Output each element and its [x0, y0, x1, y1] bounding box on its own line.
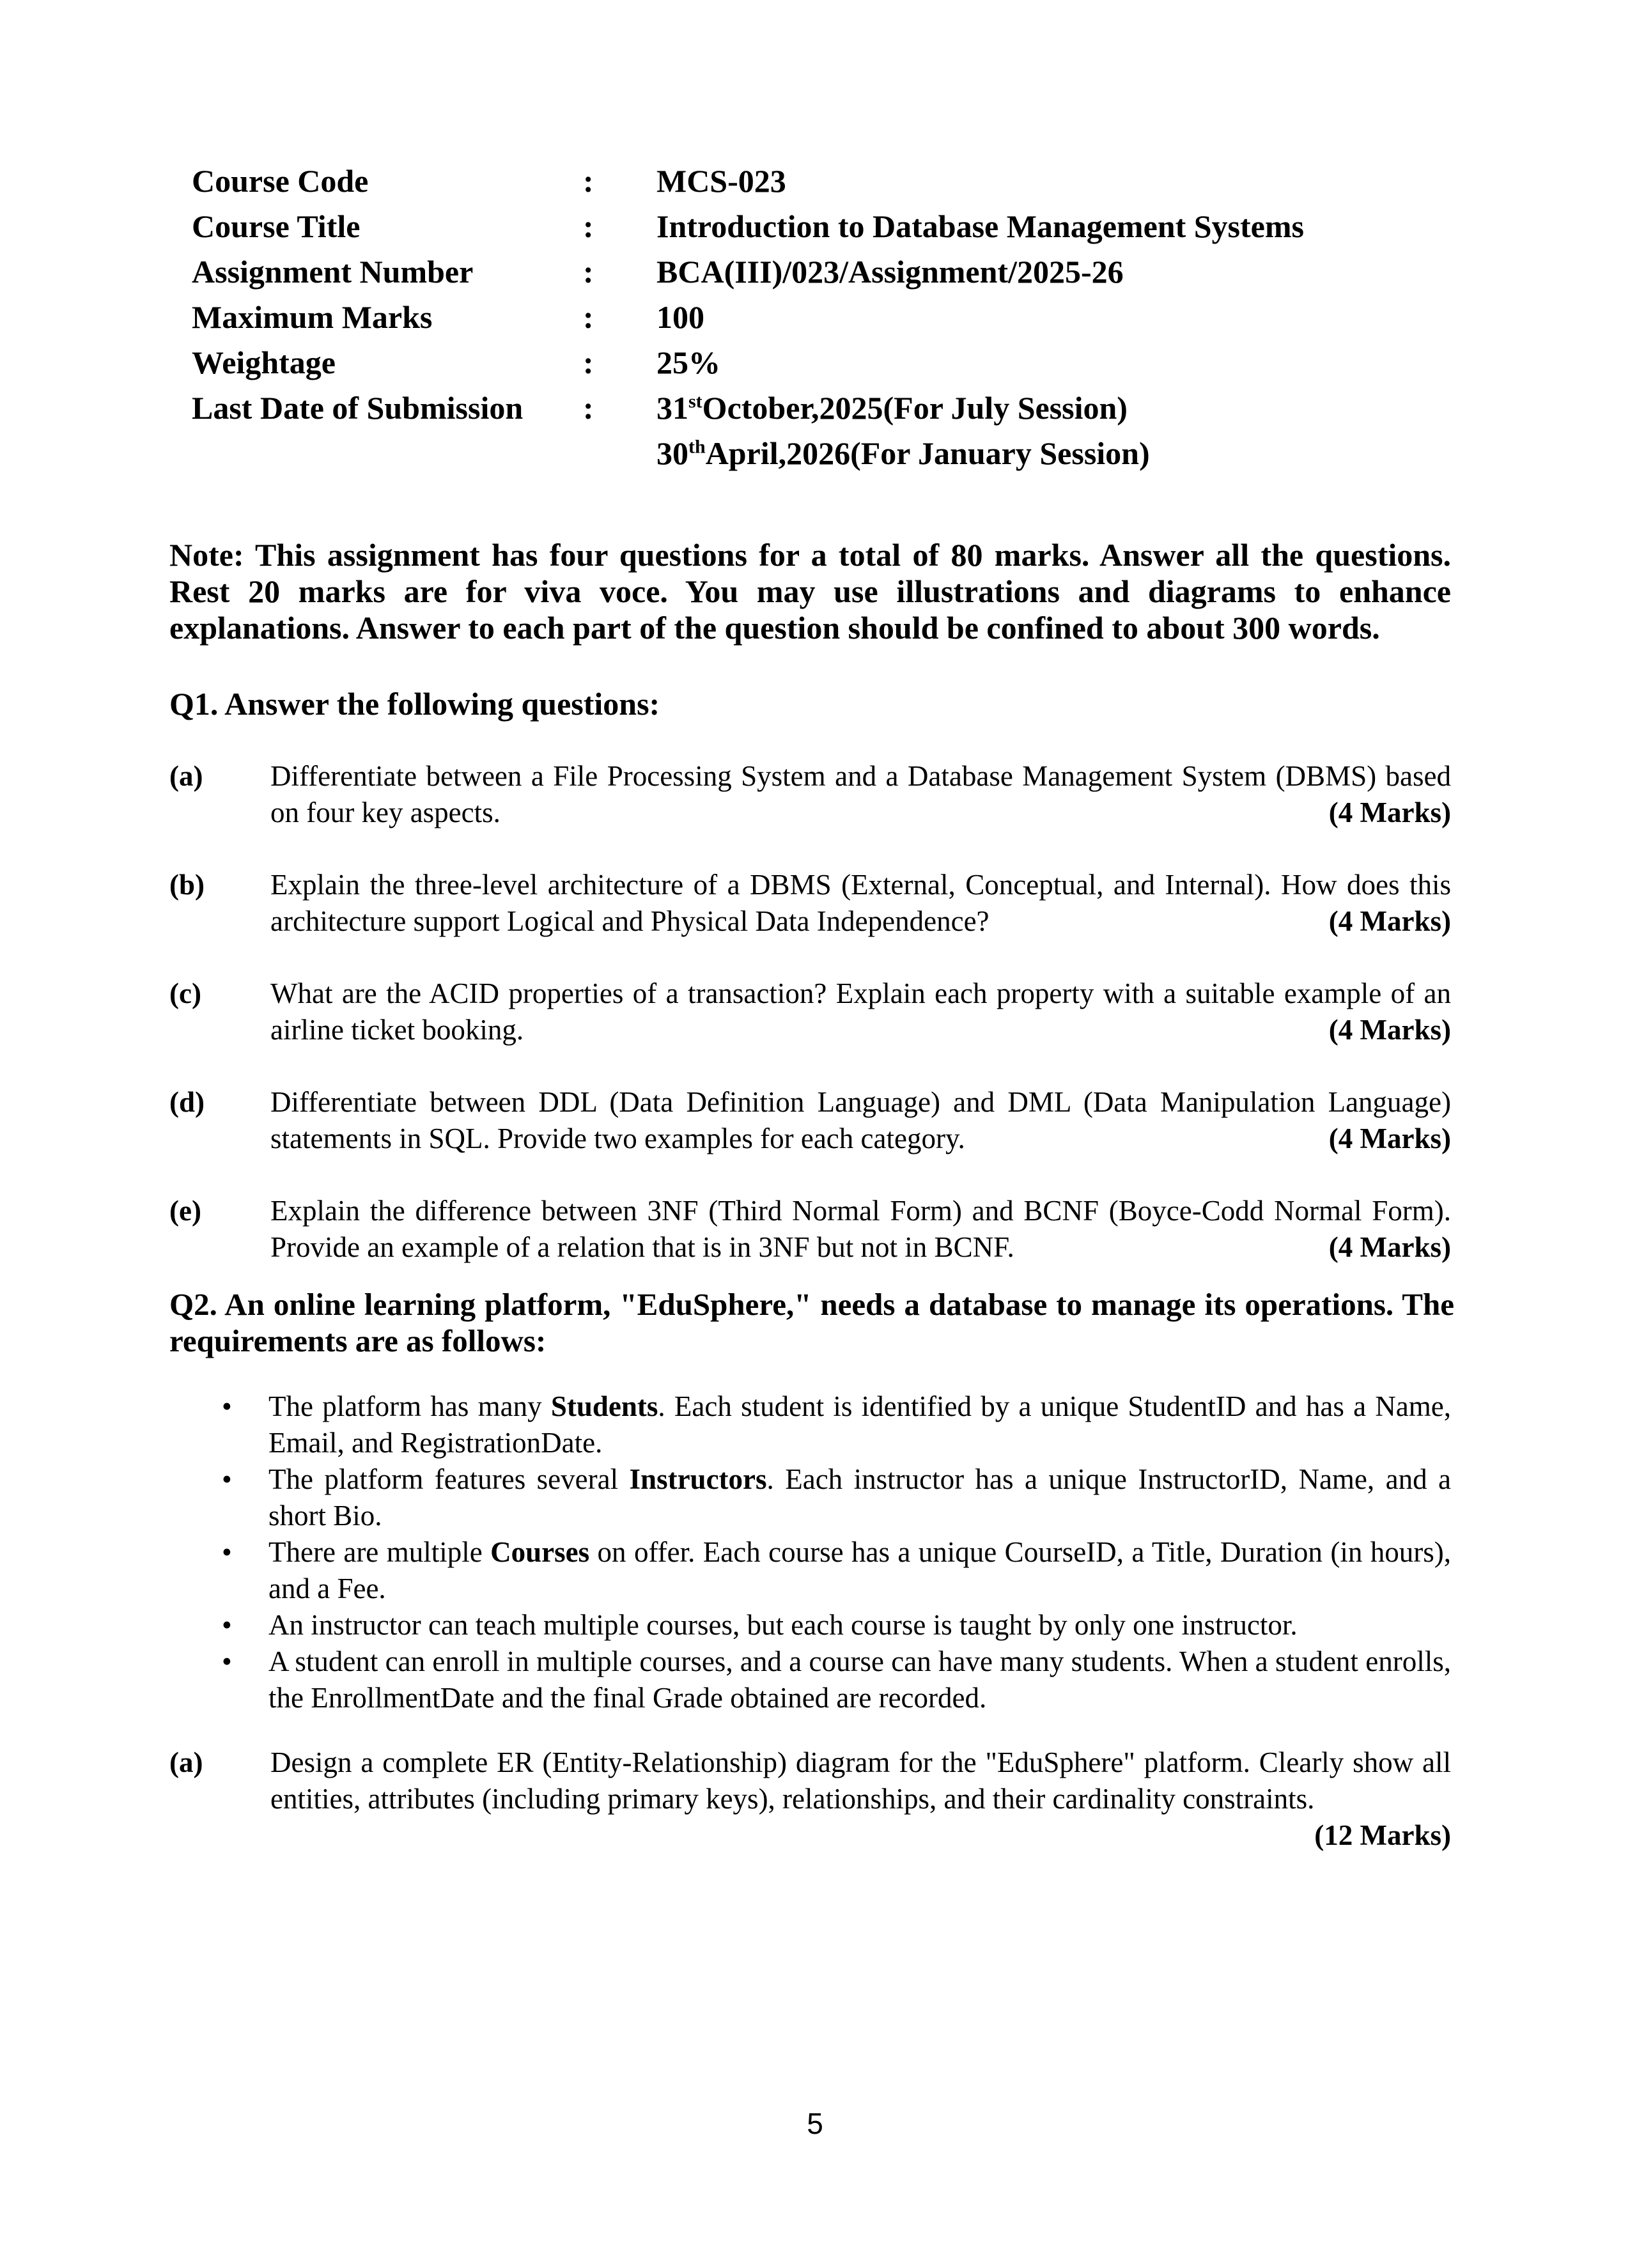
header-colon: : [583, 390, 594, 426]
header-row [192, 204, 1630, 249]
item-label: (a) [169, 760, 203, 792]
header-value: MCS-023 [656, 163, 786, 199]
question-text: Differentiate between DDL (Data Definition Language) and DML (Data Manipulation Language) statements in SQL. Provide two examples for each category. [270, 1086, 1451, 1154]
bullet-seg-bold: Instructors [629, 1463, 767, 1495]
item-text [270, 758, 1451, 831]
bullet-seg-post: . Each instructor has a unique InstructorID, Name, and a short Bio. [268, 1463, 1451, 1532]
item-marks: (12 Marks) [1314, 1819, 1451, 1851]
item-text [270, 867, 1451, 940]
bullet-text [268, 1388, 1451, 1461]
header-row [192, 159, 1630, 204]
q1-heading: Q1. Answer the following questions: [169, 686, 660, 722]
question-text: Explain the difference between 3NF (Third Normal Form) and BCNF (Boyce-Codd Normal Form). Provide an example of a relation that is in 3NF but not in BCNF. [270, 1195, 1451, 1263]
question-item-q1e [169, 1193, 1478, 1266]
bullet-seg-pre: The platform has many [268, 1390, 551, 1422]
header-value: Introduction to Database Management Systems [656, 208, 1304, 244]
header-colon: : [583, 163, 594, 199]
item-text [270, 1744, 1451, 1854]
question-item-q1b [169, 867, 1478, 940]
date-ordinal: st [688, 391, 702, 412]
bullet-seg-pre: The platform features several [268, 1463, 630, 1495]
bullet-text [268, 1461, 1451, 1534]
item-text [270, 1084, 1451, 1157]
bullet-item [222, 1607, 1451, 1643]
bullet-item [222, 1534, 1451, 1607]
header-row [192, 295, 1630, 340]
bullet-seg-pre: There are multiple [268, 1536, 491, 1568]
item-marks: (4 Marks) [1328, 1014, 1451, 1046]
bullet-seg-pre: An instructor can teach multiple courses, but each course is taught by only one instructor. [268, 1609, 1298, 1641]
item-label: (a) [169, 1746, 203, 1778]
date-day: 30 [656, 435, 688, 471]
date-rest: April,2026(For January Session) [705, 435, 1150, 471]
header-label: Course Code [192, 163, 369, 199]
question-text: What are the ACID properties of a transaction? Explain each property with a suitable example of an airline ticket booking. [270, 977, 1451, 1046]
question-text: Design a complete ER (Entity-Relationship) diagram for the "EduSphere" platform. Clearly show all entities, attributes (including primary keys), relationships, and their cardinality constraints. [270, 1746, 1451, 1815]
note-paragraph: Note: This assignment has four questions for a total of 80 marks. Answer all the questions. Rest 20 marks are for viva voce. You may use illustrations and diagrams to enhance explanations. Answer to each part of the question should be confined to about 300 words. [169, 537, 1451, 646]
bullet-item [222, 1461, 1451, 1534]
header-value: BCA(III)/023/Assignment/2025-26 [656, 254, 1124, 290]
date-ordinal: th [688, 436, 706, 458]
bullet-text [268, 1607, 1451, 1643]
item-text [270, 975, 1451, 1048]
bullet-icon: • [222, 1609, 232, 1641]
question-item-q1d [169, 1084, 1478, 1157]
bullet-icon: • [222, 1463, 232, 1495]
bullet-seg-bold: Courses [490, 1536, 590, 1568]
header-row [192, 340, 1630, 385]
bullet-text [268, 1534, 1451, 1607]
item-marks: (4 Marks) [1328, 905, 1451, 937]
submission-date-line [656, 431, 1630, 476]
item-label: (e) [169, 1195, 201, 1227]
item-label: (c) [169, 977, 201, 1009]
bullet-icon: • [222, 1645, 232, 1677]
bullet-icon: • [222, 1390, 232, 1422]
item-label: (d) [169, 1086, 205, 1118]
item-text [270, 1193, 1451, 1266]
bullet-text [268, 1643, 1451, 1716]
q2-heading: Q2. An online learning platform, "EduSphere," needs a database to manage its operations. The requirements are as follows: [169, 1287, 1454, 1358]
header-label: Assignment Number [192, 254, 474, 290]
bullet-list [222, 1388, 1451, 1716]
question-item-q1c [169, 975, 1478, 1048]
submission-date-line [656, 385, 1630, 431]
header-label: Course Title [192, 208, 361, 244]
header-value: 100 [656, 299, 704, 335]
bullet-item [222, 1643, 1451, 1716]
document-page [0, 159, 1630, 2268]
bullet-seg-post: on offer. Each course has a unique CourseID, a Title, Duration (in hours), and a Fee. [268, 1536, 1451, 1604]
header-label: Last Date of Submission [192, 390, 524, 426]
question-item-q1a [169, 758, 1478, 831]
bullet-seg-pre: A student can enroll in multiple courses, and a course can have many students. When a student enrolls, the EnrollmentDate and the final Grade obtained are recorded. [268, 1645, 1451, 1714]
header-colon: : [583, 345, 594, 380]
item-marks: (4 Marks) [1328, 796, 1451, 828]
header-label: Weightage [192, 345, 336, 380]
header-value: 25% [656, 345, 720, 380]
item-marks: (4 Marks) [1328, 1231, 1451, 1263]
item-label: (b) [169, 869, 205, 901]
bullet-icon: • [222, 1536, 232, 1568]
item-marks: (4 Marks) [1328, 1122, 1451, 1154]
question-text: Explain the three-level architecture of a DBMS (External, Conceptual, and Internal). How does this architecture support Logical and Physical Data Independence? [270, 869, 1451, 937]
question-item-q2a [169, 1744, 1478, 1854]
header-colon: : [583, 299, 594, 335]
page-number: 5 [807, 2107, 823, 2140]
bullet-item [222, 1388, 1451, 1461]
header-colon: : [583, 254, 594, 290]
header-row-submission [192, 385, 1630, 476]
date-day: 31 [656, 390, 688, 426]
bullet-seg-post: . Each student is identified by a unique StudentID and has a Name, Email, and RegistrationDate. [268, 1390, 1451, 1459]
header-value [656, 385, 1630, 476]
bullet-seg-bold: Students [550, 1390, 658, 1422]
question-text: Differentiate between a File Processing System and a Database Management System (DBMS) based on four key aspects. [270, 760, 1451, 828]
header-label: Maximum Marks [192, 299, 433, 335]
header-table [192, 159, 1630, 476]
header-row [192, 249, 1630, 295]
date-rest: October,2025(For July Session) [702, 390, 1128, 426]
header-colon: : [583, 208, 594, 244]
